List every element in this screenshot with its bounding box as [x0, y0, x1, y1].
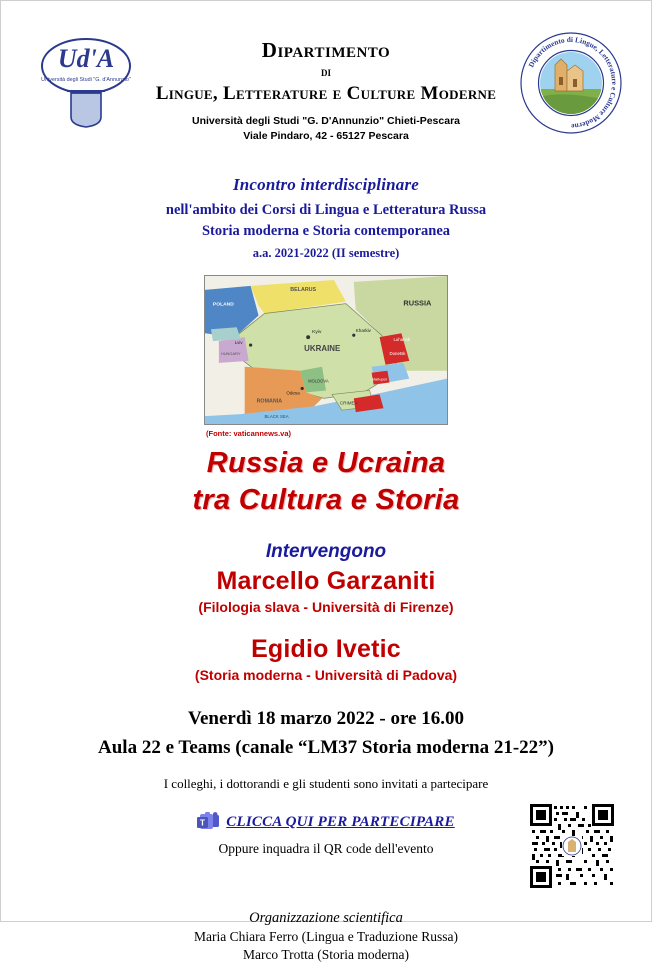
- join-section: [1, 808, 651, 900]
- svg-text:BELARUS: BELARUS: [290, 286, 317, 293]
- svg-text:Luhansk: Luhansk: [393, 337, 410, 343]
- svg-text:Kharkiv: Kharkiv: [355, 328, 371, 334]
- ukraine-map: [204, 275, 448, 438]
- speaker-affiliation: (Storia moderna - Università di Padova): [194, 667, 458, 684]
- svg-text:Lviv: Lviv: [234, 340, 243, 346]
- svg-text:Odesa: Odesa: [286, 390, 300, 396]
- organization-section: [1, 910, 651, 963]
- map-source-note: (Fonte: vaticannews.va): [206, 429, 292, 438]
- subtitle-line2: nell'ambito dei Corsi di Lingua e Letteratura Russa: [165, 202, 487, 218]
- join-meeting-link[interactable]: CLICCA QUI PER PARTECIPARE: [226, 813, 455, 830]
- university-name: Università degli Studi "G. D'Annunzio" Chieti-Pescara: [192, 115, 460, 128]
- microsoft-teams-icon: [197, 812, 219, 832]
- svg-text:CRIMEA: CRIMEA: [339, 400, 358, 406]
- organizer-name: Marco Trotta (Storia moderna): [242, 947, 410, 963]
- ukraine-map-image: [204, 275, 448, 425]
- event-subtitle: [1, 175, 651, 261]
- event-details: [1, 705, 651, 762]
- svg-text:HUNGARY: HUNGARY: [220, 350, 241, 356]
- svg-text:UKRAINE: UKRAINE: [304, 344, 341, 353]
- department-line1: Dipartimento: [261, 38, 391, 62]
- department-line2: di: [320, 64, 331, 80]
- speaker-name: Egidio Ivetic: [251, 635, 401, 664]
- svg-text:POLAND: POLAND: [212, 302, 234, 308]
- svg-text:Università degli Studi "G. d'A: Università degli Studi "G. d'Annunzio": [41, 77, 131, 83]
- speakers-heading: Intervengono: [265, 541, 387, 563]
- speaker-entry: [1, 567, 651, 615]
- event-datetime: Venerdì 18 marzo 2022 - ore 16.00: [188, 708, 464, 730]
- department-seal-icon: [519, 31, 623, 135]
- svg-text:ROMANIA: ROMANIA: [256, 398, 283, 405]
- subtitle-line1: Incontro interdisciplinare: [232, 175, 420, 194]
- event-invitation: I colleghi, i dottorandi e gli studenti sono invitati a partecipare: [163, 776, 489, 792]
- university-address: Viale Pindaro, 42 - 65127 Pescara: [243, 129, 409, 142]
- university-logo-icon: [31, 33, 141, 129]
- speaker-entry: [1, 635, 651, 683]
- subtitle-line4: a.a. 2021-2022 (II semestre): [252, 246, 400, 260]
- title-line2: tra Cultura e Storia: [192, 484, 460, 517]
- svg-text:BLACK SEA: BLACK SEA: [264, 414, 289, 420]
- poster-header: [1, 1, 651, 151]
- title-line1: Russia e Ucraina: [206, 447, 446, 479]
- speaker-name: Marcello Garzaniti: [216, 567, 436, 596]
- page-title: [1, 445, 651, 519]
- svg-text:Dipartimento di Lingue, Letter: Dipartimento di Lingue, Letterature e Culture Moderne: [526, 34, 620, 132]
- svg-text:Donetsk: Donetsk: [389, 350, 406, 356]
- svg-text:MOLDOVA: MOLDOVA: [308, 378, 329, 384]
- department-heading: [151, 39, 501, 143]
- svg-text:Ud'A: Ud'A: [57, 44, 115, 73]
- svg-text:RUSSIA: RUSSIA: [403, 298, 432, 308]
- speakers-section: [1, 541, 651, 683]
- svg-text:Mariupol: Mariupol: [371, 376, 387, 382]
- event-location: Aula 22 e Teams (canale “LM37 Storia moderna 21-22”): [98, 736, 554, 758]
- organizer-name: Maria Chiara Ferro (Lingua e Traduzione Russa): [194, 929, 458, 945]
- svg-text:T: T: [200, 817, 206, 828]
- qr-instruction: Oppure inquadra il QR code dell'evento: [218, 841, 434, 857]
- event-qr-code[interactable]: [528, 802, 616, 890]
- organization-heading: Organizzazione scientifica: [249, 910, 403, 927]
- speaker-affiliation: (Filologia slava - Università di Firenze): [198, 599, 454, 616]
- department-line3: Lingue, Letterature e Culture Moderne: [155, 82, 497, 104]
- svg-text:Kyiv: Kyiv: [312, 330, 322, 336]
- speakers-divider: [1, 615, 651, 631]
- subtitle-line3: Storia moderna e Storia contemporanea: [201, 223, 451, 239]
